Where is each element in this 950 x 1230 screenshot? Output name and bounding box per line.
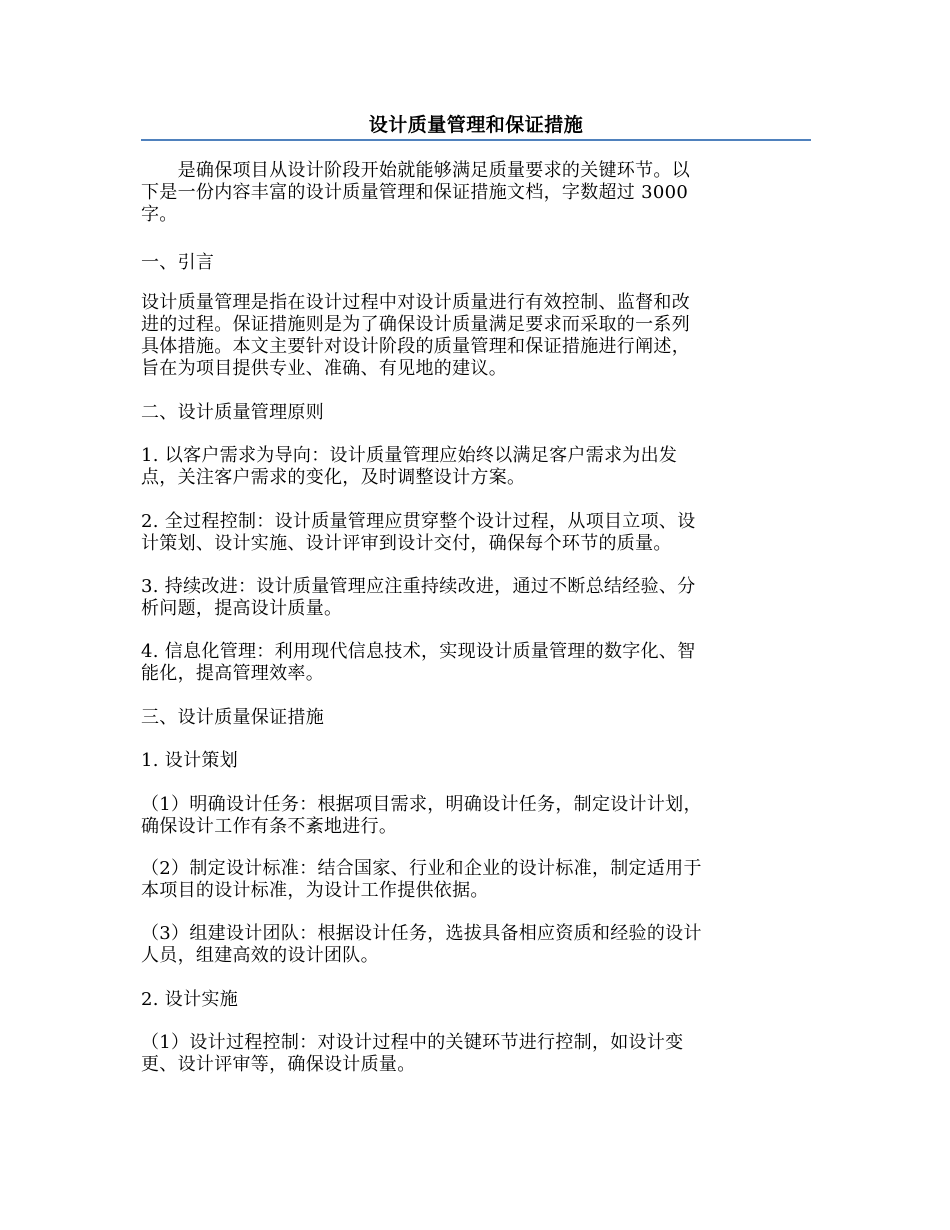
document-title: 设计质量管理和保证措施	[368, 114, 584, 136]
paragraph	[141, 1032, 811, 1076]
paragraph	[141, 641, 811, 685]
paragraph-line: 二、设计质量管理原则	[141, 402, 324, 423]
paragraph-line: 2. 全过程控制：设计质量管理应贯穿整个设计过程，从项目立项、设	[141, 511, 696, 532]
document-page	[141, 0, 811, 1230]
paragraph-line: 更、设计评审等，确保设计质量。	[141, 1054, 416, 1075]
paragraph-line: 本项目的设计标准，为设计工作提供依据。	[141, 880, 489, 901]
paragraph	[141, 707, 811, 729]
paragraph	[141, 445, 811, 489]
paragraph-line: 1. 设计策划	[141, 750, 238, 771]
paragraph-line: 1. 以客户需求为导向：设计质量管理应始终以满足客户需求为出发	[141, 445, 678, 466]
paragraph	[141, 750, 811, 772]
paragraph	[141, 923, 811, 967]
paragraph	[141, 794, 811, 838]
paragraph-line: 析问题，提高设计质量。	[141, 598, 343, 619]
paragraph-line: 3. 持续改进：设计质量管理应注重持续改进，通过不断总结经验、分	[141, 576, 696, 597]
paragraph	[141, 292, 811, 380]
paragraph-line: 4. 信息化管理：利用现代信息技术，实现设计质量管理的数字化、智	[141, 641, 696, 662]
paragraph-line: （2）制定设计标准：结合国家、行业和企业的设计标准，制定适用于	[141, 858, 702, 879]
paragraph-line: 人员，组建高效的设计团队。	[141, 945, 379, 966]
title-underline-rule	[141, 139, 811, 141]
paragraph-line: 旨在为项目提供专业、准确、有见地的建议。	[141, 358, 507, 379]
paragraph	[141, 858, 811, 902]
paragraph	[141, 989, 811, 1011]
paragraph-line: 字。	[141, 204, 178, 225]
paragraph-line: 计策划、设计实施、设计评审到设计交付，确保每个环节的质量。	[141, 533, 672, 554]
paragraph-line: 设计质量管理是指在设计过程中对设计质量进行有效控制、监督和改	[141, 292, 690, 313]
paragraph-line: 下是一份内容丰富的设计质量管理和保证措施文档，字数超过 3000	[141, 182, 689, 203]
paragraph-line: 进的过程。保证措施则是为了确保设计质量满足要求而采取的一系列	[141, 314, 690, 335]
paragraph	[141, 511, 811, 555]
paragraph-line: 一、引言	[141, 252, 215, 273]
paragraph	[141, 402, 811, 424]
paragraph-line: 点，关注客户需求的变化，及时调整设计方案。	[141, 467, 526, 488]
paragraph	[141, 576, 811, 620]
paragraph-line: （1）设计过程控制：对设计过程中的关键环节进行控制，如设计变	[141, 1032, 684, 1053]
paragraph-line: （3）组建设计团队：根据设计任务，选拔具备相应资质和经验的设计	[141, 923, 702, 944]
paragraph-line: （1）明确设计任务：根据项目需求，明确设计任务，制定设计计划，	[141, 794, 702, 815]
paragraph-line: 具体措施。本文主要针对设计阶段的质量管理和保证措施进行阐述，	[141, 336, 690, 357]
paragraph-line: 2. 设计实施	[141, 989, 238, 1010]
paragraph	[141, 160, 811, 226]
paragraph-line: 是确保项目从设计阶段开始就能够满足质量要求的关键环节。以	[141, 160, 690, 181]
paragraph-line: 确保设计工作有条不紊地进行。	[141, 816, 398, 837]
paragraph-line: 能化，提高管理效率。	[141, 663, 324, 684]
paragraph	[141, 252, 811, 274]
paragraph-line: 三、设计质量保证措施	[141, 707, 324, 728]
